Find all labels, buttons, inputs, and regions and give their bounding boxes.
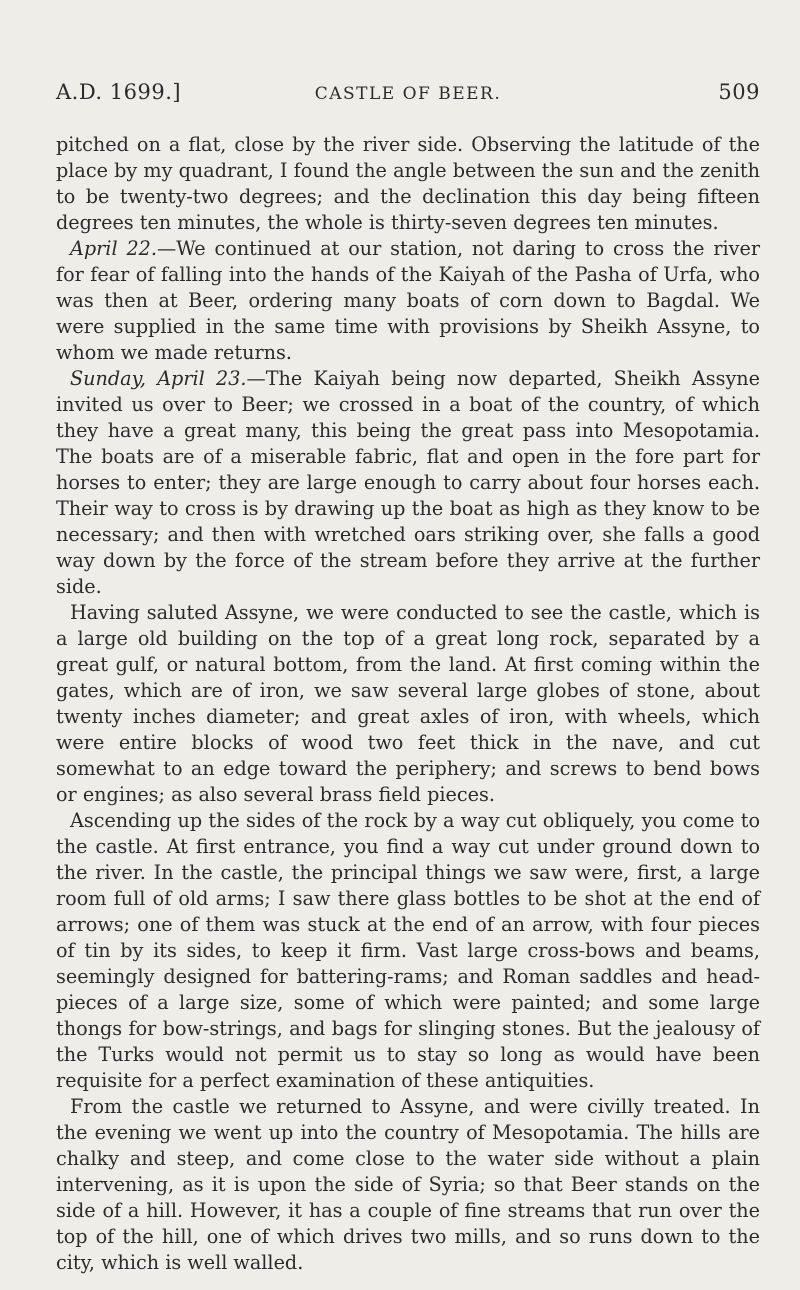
running-head-title: CASTLE OF BEER. [314,84,502,104]
paragraph: Having saluted Assyne, we were conducted to see the castle, which is a large old building on the top of a great long rock, separated by a great gulf, or natural bottom, from the land. At first coming within the gates, which are of iron, we saw several large globes of stone, about twenty inches diameter; and great axles of iron, with wheels, which were entire blocks of wood two feet thick in the nave, and cut somewhat to an edge toward the periphery; and screws to bend bows or engines; as also several brass field pieces. [56,601,760,806]
paragraph: From the castle we returned to Assyne, and were civilly treated. In the evening we went up into the country of Mesopotamia. The hills are chalky and steep, and come close to the water side without a plain intervening, as it is upon the side of Syria; so that Beer stands on the side of a hill. However, it has a couple of fine streams that run over the top of the hill, one of which drives two mills, and so runs down to the city, which is well walled. [56,1095,760,1274]
book-page [56,58,760,1276]
paragraph: pitched on a flat, close by the river side. Observing the latitude of the place by my quadrant, I found the angle between the sun and the zenith to be twenty-two degrees; and the declination this day being fifteen degrees ten minutes, the whole is thirty-seven degrees ten minutes. [56,133,760,234]
running-head [56,58,760,108]
date-lead: Sunday, April 23. [70,367,247,390]
body-text [56,132,760,1276]
running-head-date: A.D. 1699.] [56,80,182,104]
page-number: 509 [718,80,760,104]
paragraph: Sunday, April 23.—The Kaiyah being now departed, Sheikh Assyne invited us over to Beer; we crossed in a boat of the country, of which they have a great many, this being the great pass into Mesopotamia. The boats are of a miserable fabric, flat and open in the fore part for horses to enter; they are large enough to carry about four horses each. Their way to cross is by drawing up the boat as high as they know to be necessary; and then with wretched oars striking over, she falls a good way down by the force of the stream before they arrive at the further side. [56,367,760,598]
paragraph: Ascending up the sides of the rock by a way cut obliquely, you come to the castle. At first entrance, you find a way cut under ground down to the river. In the castle, the principal things we saw were, first, a large room full of old arms; I saw there glass bottles to be shot at the end of arrows; one of them was stuck at the end of an arrow, with four pieces of tin by its sides, to keep it firm. Vast large cross-bows and beams, seemingly designed for battering-rams; and Roman saddles and head-pieces of a large size, some of which were painted; and some large thongs for bow-strings, and bags for slinging stones. But the jealousy of the Turks would not permit us to stay so long as would have been requisite for a perfect examination of these antiquities. [56,809,760,1092]
date-lead: April 22. [70,237,157,260]
paragraph: April 22.—We continued at our station, not daring to cross the river for fear of falling into the hands of the Kaiyah of the Pasha of Urfa, who was then at Beer, ordering many boats of corn down to Bagdal. We were supplied in the same time with provisions by Sheikh Assyne, to whom we made returns. [56,237,760,364]
